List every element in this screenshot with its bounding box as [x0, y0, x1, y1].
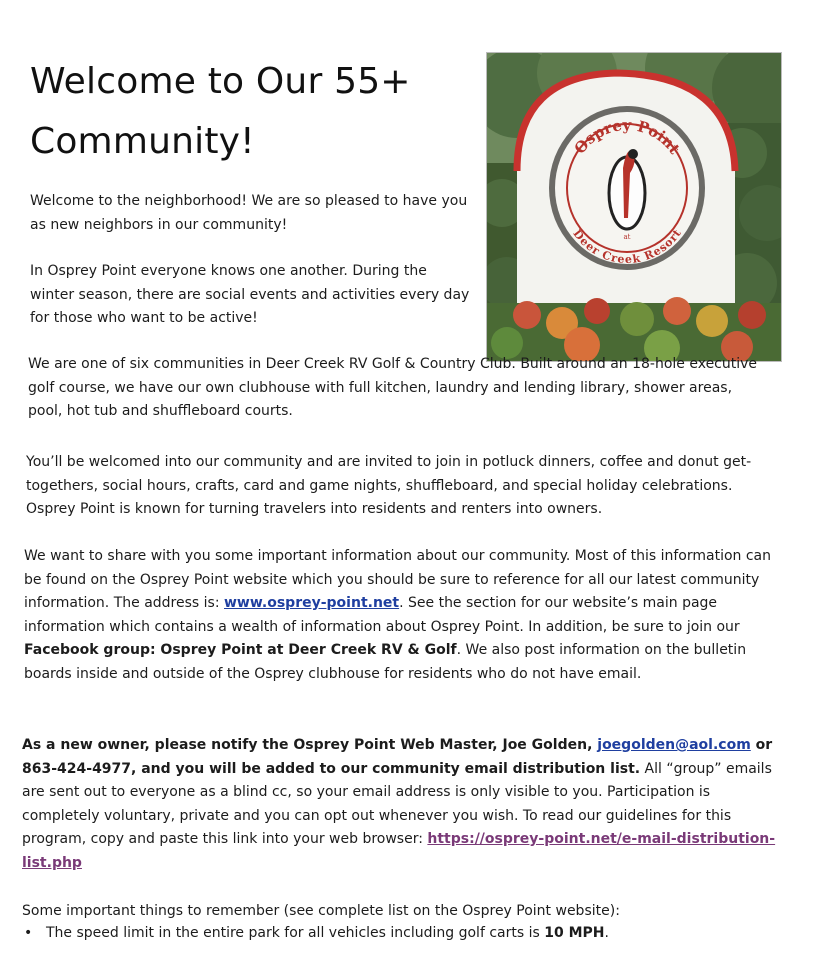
distribution-list-link[interactable]: https://osprey-point.net/e-mail-distribution-list.php	[22, 831, 776, 871]
facebook-group: Facebook group: Osprey Point at Deer Creek RV & Golf	[24, 642, 457, 658]
email-link[interactable]: joegolden@aol.com	[597, 737, 751, 753]
list-item: • The speed limit in the entire park for all vehicles including golf carts is 10 MPH.	[22, 922, 802, 944]
sign-top-text: Osprey Point	[570, 115, 684, 158]
entrance-sign-photo	[486, 52, 782, 362]
intro-paragraph: Welcome to the neighborhood! We are so pleased to have you as new neighbors in our community!	[30, 193, 468, 233]
activities-paragraph: You’ll be welcomed into our community and are invited to join in potluck dinners, coffee and donut get-togethers, social hours, crafts, card and game nights, shuffleboard, and special holiday celebrations. Osprey Point is known for turning travelers into residents and renters into owners.	[26, 454, 752, 517]
website-paragraph: We want to share with you some important information about our community. Most of this information can be found on the Osprey Point website which you should be sure to reference for all our latest community information. The address is: www.osprey-point.net. See the section for our website’s main page information which contains a wealth of information about Osprey Point. In addition, be sure to join our Facebook group: Osprey Point at Deer Creek RV & Golf. We also post information on the bulletin boards inside and outside of the Osprey clubhouse for residents who do not have email.	[24, 548, 772, 682]
website-link[interactable]: www.osprey-point.net	[224, 595, 400, 611]
email-list-paragraph: As a new owner, please notify the Osprey Point Web Master, Joe Golden, joegolden@aol.com or 863-424-4977, and you will be added to our community email distribution list. All “group” emails are sent out to everyone as a blind cc, so your email address is only visible to you. Participation is completely voluntary, private and you can opt out whenever you wish. To read our guidelines for this program, copy and paste this link into your web browser: https://osprey-point.net/e-mail-distribution-list.php	[22, 737, 776, 871]
page-title: Welcome to Our 55+ Community!	[30, 61, 411, 162]
sign-at-text: at	[623, 233, 631, 241]
remember-intro: Some important things to remember (see complete list on the Osprey Point website):	[22, 903, 620, 919]
amenities-paragraph: We are one of six communities in Deer Creek RV Golf & Country Club. Built around an 18-hole executive golf course, we have our own clubhouse with full kitchen, laundry and lending library, shower areas, pool, hot tub and shuffleboard courts.	[28, 356, 758, 419]
sign-bottom-text: Deer Creek Resort	[570, 227, 684, 267]
rules-list	[22, 922, 802, 944]
community-paragraph: In Osprey Point everyone knows one another. During the winter season, there are social events and activities every day for those who want to be active!	[30, 263, 470, 326]
